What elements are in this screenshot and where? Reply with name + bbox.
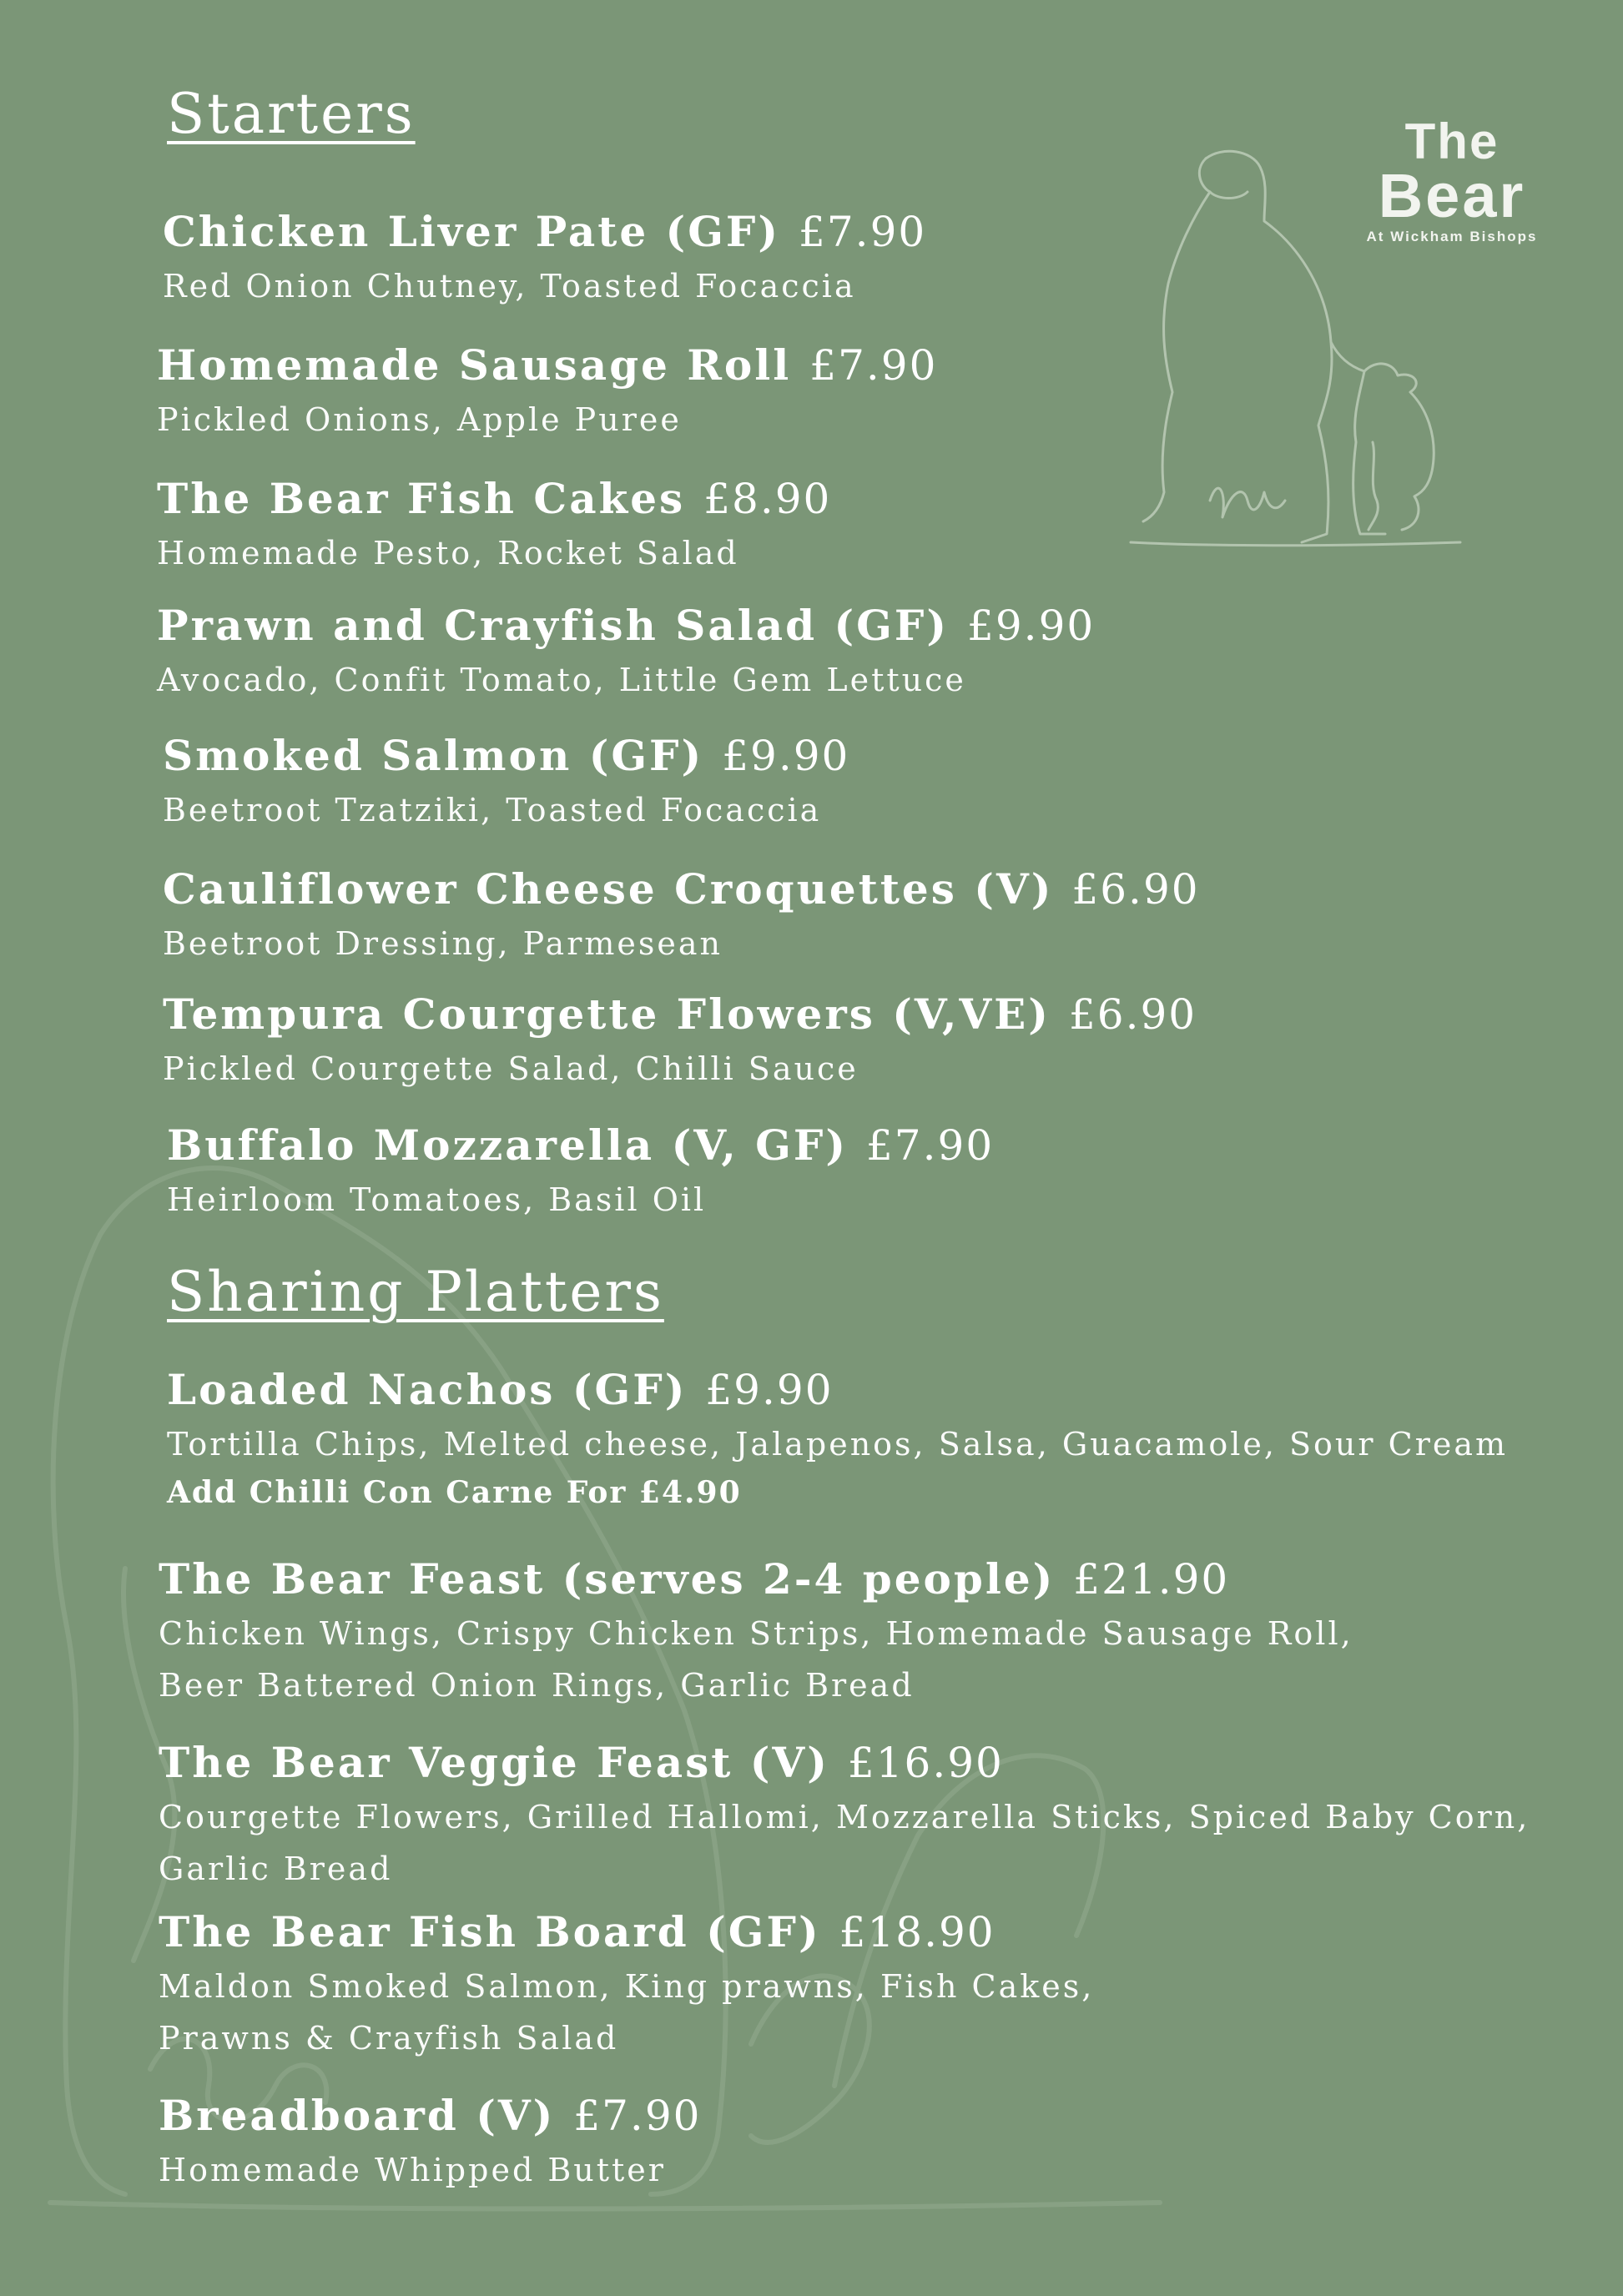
- menu-item-heading: [167, 1122, 994, 1169]
- menu-item-price: £7.90: [809, 341, 938, 390]
- menu-item-name: Chicken Liver Pate (GF): [163, 207, 781, 256]
- menu-item-heading: [163, 866, 1200, 913]
- menu-item-description: Prawns & Crayfish Salad: [159, 2020, 619, 2057]
- menu-item-description: Beer Battered Onion Rings, Garlic Bread: [159, 1667, 915, 1704]
- menu-item-heading: [157, 602, 1095, 649]
- menu-item-name: The Bear Fish Board (GF): [159, 1907, 821, 1956]
- menu-item-heading: [167, 1367, 1508, 1413]
- menu-item-price: £7.90: [866, 1121, 995, 1170]
- menu-item-heading: [159, 1909, 1094, 1956]
- menu-item: [163, 209, 926, 312]
- menu-item-price: £7.90: [799, 208, 927, 256]
- menu-item-description: Homemade Whipped Butter: [159, 2152, 666, 2188]
- menu-item-price: £9.90: [705, 1366, 834, 1414]
- menu-item-name: Loaded Nachos (GF): [167, 1365, 688, 1414]
- menu-item-description: Pickled Onions, Apple Puree: [157, 401, 682, 438]
- logo-bear: Bear: [1378, 161, 1526, 230]
- menu-item-name: Buffalo Mozzarella (V, GF): [167, 1120, 848, 1170]
- starters-heading: Starters: [167, 82, 416, 146]
- menu-item: [159, 1740, 1530, 1895]
- menu-item: [157, 476, 831, 579]
- menu-item: [157, 342, 937, 446]
- menu-item-price: £18.90: [839, 1908, 995, 1956]
- menu-item-heading: [159, 2092, 701, 2139]
- menu-item: [163, 866, 1200, 969]
- menu-item-name: Tempura Courgette Flowers (V,VE): [163, 989, 1051, 1039]
- menu-item-description: Courgette Flowers, Grilled Hallomi, Mozzarella Sticks, Spiced Baby Corn,: [159, 1799, 1530, 1835]
- menu-item-name: The Bear Feast (serves 2-4 people): [159, 1554, 1056, 1604]
- sharing-platters-heading: Sharing Platters: [167, 1260, 664, 1324]
- menu-item-price: £8.90: [703, 475, 832, 523]
- menu-item-name: Breadboard (V): [159, 2091, 556, 2140]
- menu-item: [159, 1556, 1353, 1711]
- menu-item-description: Homemade Pesto, Rocket Salad: [157, 535, 739, 571]
- menu-item-description: Chicken Wings, Crispy Chicken Strips, Homemade Sausage Roll,: [159, 1615, 1353, 1652]
- menu-item-name: The Bear Fish Cakes: [157, 474, 686, 523]
- menu-item-heading: [163, 991, 1197, 1038]
- menu-item-heading: [157, 476, 831, 522]
- menu-item-heading: [159, 1740, 1530, 1786]
- menu-item: [167, 1122, 994, 1226]
- menu-item-heading: [159, 1556, 1353, 1603]
- menu-item-price: £7.90: [573, 2092, 702, 2140]
- menu-item-name: Homemade Sausage Roll: [157, 340, 792, 390]
- menu-item-name: Prawn and Crayfish Salad (GF): [157, 601, 950, 650]
- menu-item: [159, 2092, 701, 2196]
- menu-item-price: £9.90: [967, 602, 1096, 650]
- menu-item-description: Garlic Bread: [159, 1850, 393, 1887]
- logo-the: The: [1404, 113, 1500, 169]
- restaurant-logo: [1339, 113, 1565, 245]
- menu-item-description: Beetroot Dressing, Parmesean: [163, 925, 723, 962]
- menu-item: [157, 602, 1095, 706]
- menu-item-price: £6.90: [1068, 990, 1197, 1039]
- menu-item-price: £9.90: [722, 732, 850, 780]
- menu-item-name: The Bear Veggie Feast (V): [159, 1738, 829, 1787]
- menu-item-description: Avocado, Confit Tomato, Little Gem Lettuce: [157, 662, 966, 698]
- menu-item-price: £6.90: [1071, 865, 1200, 914]
- menu-item: [163, 733, 849, 836]
- menu-item-description: Beetroot Tzatziki, Toasted Focaccia: [163, 792, 822, 828]
- menu-item-description: Red Onion Chutney, Toasted Focaccia: [163, 268, 856, 305]
- menu-item-description: Heirloom Tomatoes, Basil Oil: [167, 1181, 707, 1218]
- menu-item: [159, 1909, 1094, 2064]
- menu-item-heading: [157, 342, 937, 389]
- menu-item-heading: [163, 733, 849, 779]
- menu-item-addon: Add Chilli Con Carne For £4.90: [167, 1475, 742, 1510]
- menu-item-price: £21.90: [1073, 1555, 1230, 1604]
- menu-item-name: Smoked Salmon (GF): [163, 731, 704, 780]
- menu-item-description: Tortilla Chips, Melted cheese, Jalapenos, Salsa, Guacamole, Sour Cream: [167, 1426, 1509, 1463]
- menu-item-description: Pickled Courgette Salad, Chilli Sauce: [163, 1050, 859, 1087]
- menu-item-heading: [163, 209, 926, 255]
- menu-item-price: £16.90: [847, 1739, 1004, 1787]
- menu-item-name: Cauliflower Cheese Croquettes (V): [163, 864, 1054, 914]
- menu-item-description: Maldon Smoked Salmon, King prawns, Fish Cakes,: [159, 1968, 1095, 2005]
- menu-item: [163, 991, 1197, 1095]
- menu-item: [167, 1367, 1508, 1510]
- logo-location: At Wickham Bishops: [1366, 229, 1538, 244]
